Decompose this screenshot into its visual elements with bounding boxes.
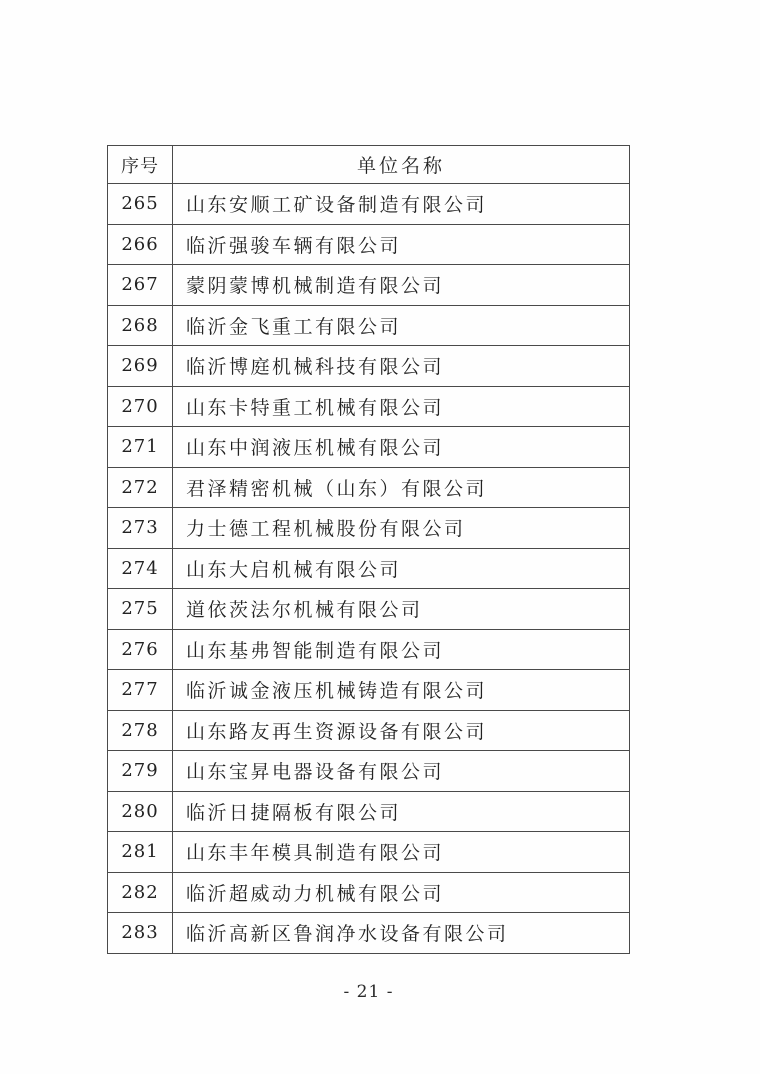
serial-cell: 278 [108,710,173,751]
company-name-cell: 蒙阴蒙博机械制造有限公司 [173,265,630,306]
table-row [108,184,630,225]
serial-cell: 274 [108,548,173,589]
table-row [108,913,630,954]
page-number: - 21 - [343,982,394,1002]
table-row [108,710,630,751]
header-row [108,146,630,184]
serial-cell: 268 [108,305,173,346]
table-header-serial: 序号 [108,146,173,184]
serial-cell: 275 [108,589,173,630]
table-row [108,467,630,508]
serial-cell: 267 [108,265,173,306]
table-row [108,224,630,265]
company-name-cell: 临沂高新区鲁润净水设备有限公司 [173,913,630,954]
company-name-cell: 临沂日捷隔板有限公司 [173,791,630,832]
serial-cell: 282 [108,872,173,913]
company-name-cell: 山东路友再生资源设备有限公司 [173,710,630,751]
company-name-cell: 临沂强骏车辆有限公司 [173,224,630,265]
company-name-cell: 道依茨法尔机械有限公司 [173,589,630,630]
serial-cell: 265 [108,184,173,225]
serial-cell: 271 [108,427,173,468]
company-name-cell: 临沂博庭机械科技有限公司 [173,346,630,387]
serial-cell: 269 [108,346,173,387]
serial-cell: 277 [108,670,173,711]
serial-cell: 266 [108,224,173,265]
table-header-company-name: 单位名称 [173,146,630,184]
table-row [108,670,630,711]
company-table-header [108,146,630,184]
serial-cell: 280 [108,791,173,832]
table-row [108,629,630,670]
table-row [108,346,630,387]
company-table-body [108,184,630,954]
company-name-cell: 山东中润液压机械有限公司 [173,427,630,468]
company-name-cell: 山东安顺工矿设备制造有限公司 [173,184,630,225]
table-row [108,832,630,873]
company-name-cell: 临沂诚金液压机械铸造有限公司 [173,670,630,711]
company-name-cell: 临沂超威动力机械有限公司 [173,872,630,913]
table-row [108,427,630,468]
company-table [107,145,630,954]
company-name-cell: 山东宝昇电器设备有限公司 [173,751,630,792]
serial-cell: 272 [108,467,173,508]
company-name-cell: 君泽精密机械（山东）有限公司 [173,467,630,508]
table-row [108,508,630,549]
serial-cell: 270 [108,386,173,427]
table-row [108,265,630,306]
table-row [108,548,630,589]
table-row [108,386,630,427]
serial-cell: 273 [108,508,173,549]
serial-cell: 281 [108,832,173,873]
company-name-cell: 临沂金飞重工有限公司 [173,305,630,346]
table-row [108,791,630,832]
company-name-cell: 山东卡特重工机械有限公司 [173,386,630,427]
table-row [108,872,630,913]
table-row [108,751,630,792]
table-row [108,589,630,630]
company-name-cell: 山东丰年模具制造有限公司 [173,832,630,873]
serial-cell: 283 [108,913,173,954]
company-name-cell: 山东基弗智能制造有限公司 [173,629,630,670]
company-name-cell: 力士德工程机械股份有限公司 [173,508,630,549]
serial-cell: 276 [108,629,173,670]
company-name-cell: 山东大启机械有限公司 [173,548,630,589]
table-row [108,305,630,346]
serial-cell: 279 [108,751,173,792]
